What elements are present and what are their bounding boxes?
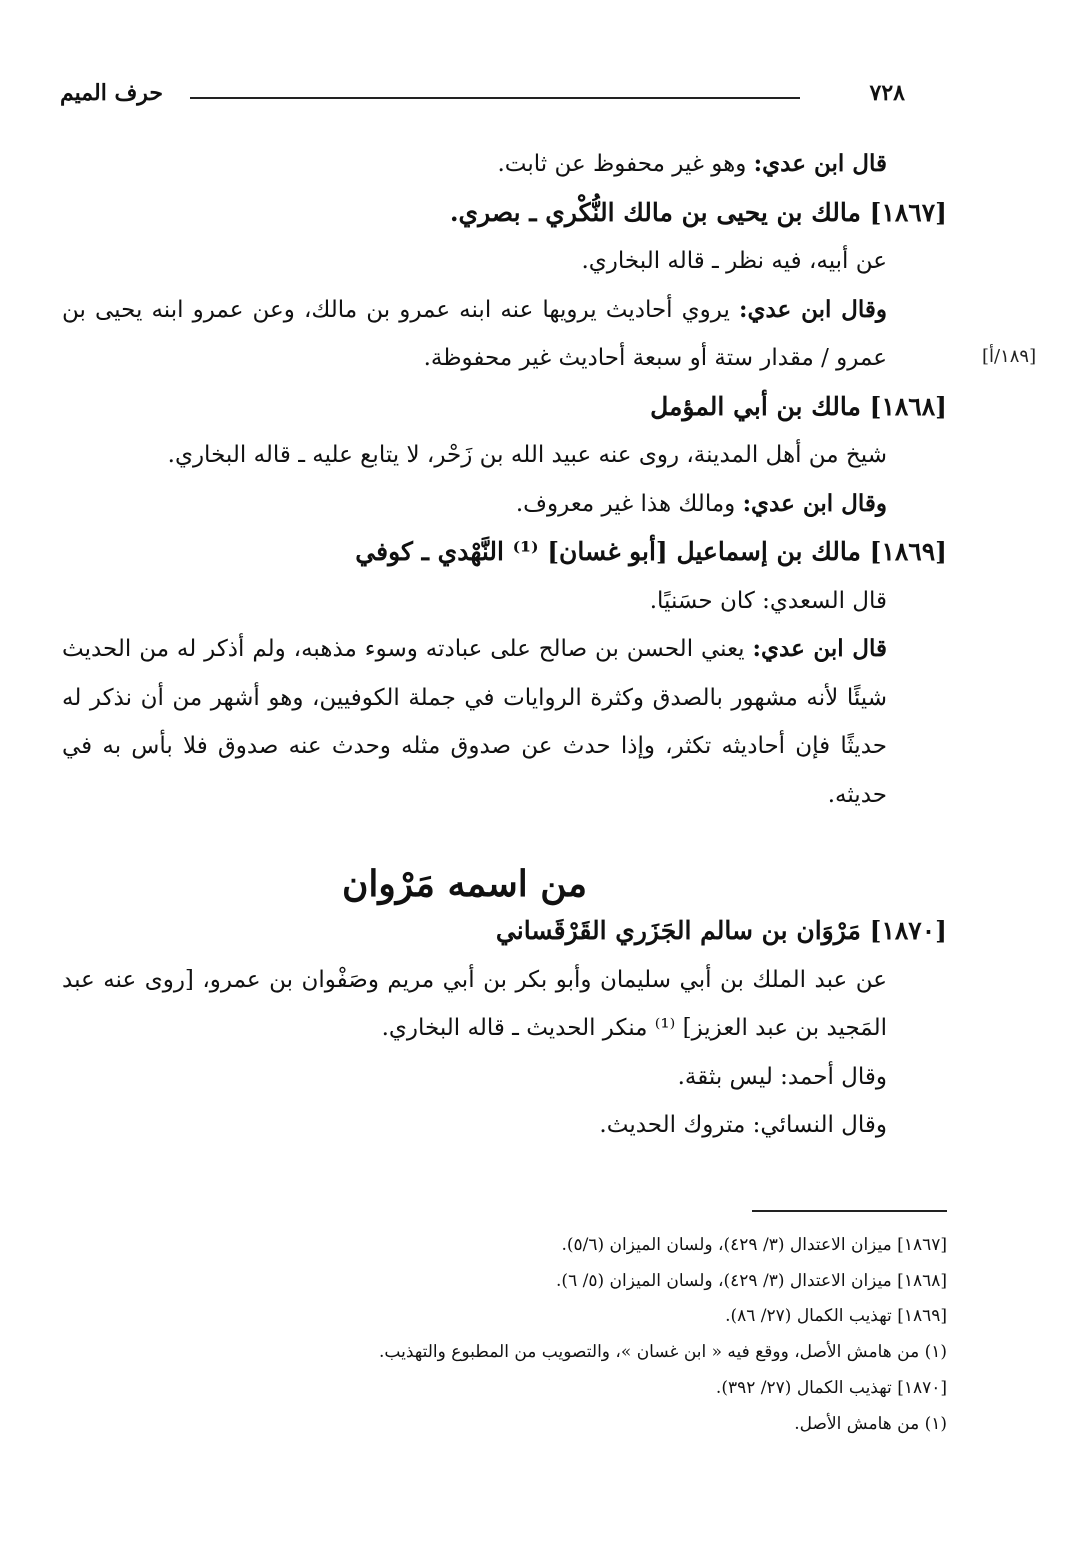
- footnote-separator: [752, 1210, 947, 1212]
- entry-title-1870: [١٨٧٠] مَرْوَان بن سالم الجَزَري القَرْقَساني: [495, 916, 947, 945]
- page-header: [60, 80, 905, 120]
- section-title: من اسمه مَرْوان: [341, 863, 587, 905]
- page-number: ٧٢٨: [869, 80, 905, 106]
- entry-title-1867: [١٨٦٧] مالك بن يحيى بن مالك النُّكْري ـ بصري.: [449, 197, 947, 227]
- speaker-label: قال ابن عدي:: [752, 635, 887, 662]
- entry-title-1869: [١٨٦٩] مالك بن إسماعيل [أبو غسان] ⁽¹⁾ النَّهْدي ـ كوفي: [355, 537, 947, 566]
- paragraph: [62, 625, 947, 819]
- speaker-label: وقال ابن عدي:: [742, 489, 887, 517]
- footnote: (١) من هامش الأصل، ووقع فيه « ابن غسان »، والتصويب من المطبوع والتهذيب.: [378, 1342, 947, 1363]
- paragraph: عن أبيه، فيه نظر ـ قاله البخاري.: [581, 248, 887, 274]
- footnote: [١٨٦٨] ميزان الاعتدال (٣/ ٤٢٩)، ولسان الميزان (٥/ ٦).: [556, 1270, 947, 1291]
- paragraph: قال السعدي: كان حسَنيًا.: [649, 587, 887, 614]
- chapter-title: حرف الميم: [60, 80, 164, 106]
- paragraph: وقال أحمد: ليس بثقة.: [677, 1063, 887, 1090]
- footnote: (١) من هامش الأصل.: [794, 1413, 947, 1434]
- paragraph: [62, 140, 947, 189]
- paragraph-text: وهو غير محفوظ عن ثابت.: [497, 151, 754, 177]
- paragraph: [62, 286, 947, 383]
- paragraph-text: ومالك هذا غير معروف.: [515, 490, 743, 517]
- speaker-label: وقال ابن عدي:: [738, 295, 887, 323]
- footnotes: [62, 1228, 947, 1442]
- paragraph: وقال النسائي: متروك الحديث.: [599, 1112, 887, 1138]
- entry-title-1868: [١٨٦٨] مالك بن أبي المؤمل: [650, 391, 947, 421]
- paragraph-text: يعني الحسن بن صالح على عبادته وسوء مذهبه، ولم أذكر له من الحديث شيئًا لأنه مشهور بالصدق وكثرة الروايات في جملة الكوفيين، وهو أشهر من أن نذكر له حديثًا فإن أحاديثه تكثر، وإذا حدث عن صدوق مثله وحدث عنه صدوق فلا بأس به في حديثه.: [62, 636, 887, 808]
- main-text: [62, 140, 947, 1150]
- paragraph: شيخ من أهل المدينة، روى عنه عبيد الله بن زَحْر، لا يتابع عليه ـ قاله البخاري.: [167, 442, 887, 468]
- header-rule: [190, 97, 800, 99]
- paragraph: عن عبد الملك بن أبي سليمان وأبو بكر بن أبي مريم وصَفْوان بن عمرو، [روى عنه عبد المَجيد بن عبد العزيز] ⁽¹⁾ منكر الحديث ـ قاله البخاري.: [62, 966, 887, 1041]
- margin-folio-reference: [١٨٩/أ]: [982, 346, 1037, 367]
- footnote: [١٨٦٧] ميزان الاعتدال (٣/ ٤٢٩)، ولسان الميزان (٥/٦).: [561, 1235, 947, 1255]
- paragraph-text: يروي أحاديث يرويها عنه ابنه عمرو بن مالك، وعن عمرو ابنه يحيى بن عمرو / مقدار ستة أو سبعة أحاديث غير محفوظة.: [62, 296, 887, 371]
- paragraph: [62, 480, 947, 529]
- speaker-label: قال ابن عدي:: [753, 150, 887, 177]
- footnote: [١٨٧٠] تهذيب الكمال (٢٧/ ٣٩٢).: [715, 1377, 947, 1398]
- footnote: [١٨٦٩] تهذيب الكمال (٢٧/ ٨٦).: [725, 1306, 947, 1327]
